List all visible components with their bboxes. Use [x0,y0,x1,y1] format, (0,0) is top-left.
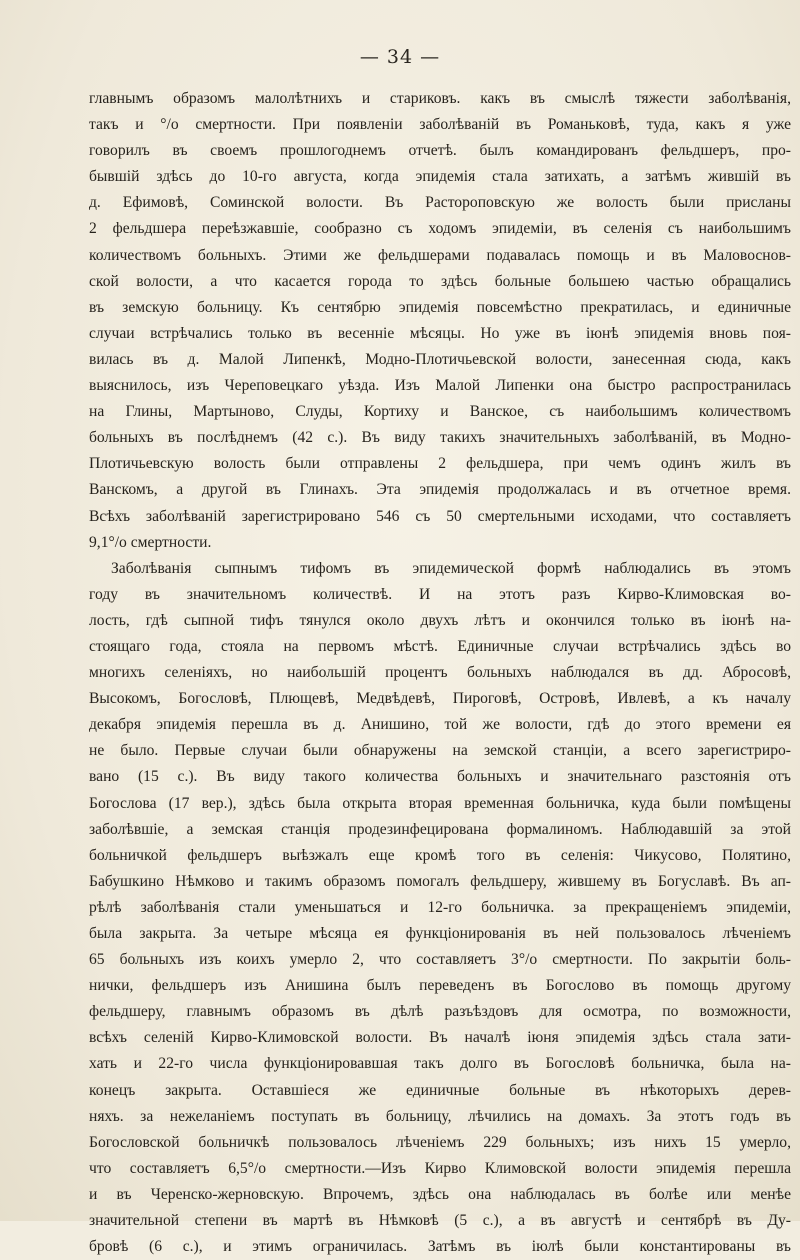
text-line: 9,1°/o смертности. [89,533,212,551]
text-line: выяснилось, изъ Череповецкаго уѣзда. Изъ Малой Липенки она быстро распространилась [89,377,791,395]
text-line: д. Ефимовѣ, Соминской волости. Въ Растороповскую же волость были присланы [89,194,791,212]
text-line: въ земскую больницу. Къ сентябрю эпидемія повсемѣстно прекратилась, и единичные [89,298,791,316]
text-line: стоящаго года, стояла на первомъ мѣстѣ. Единичные случаи встрѣчались здѣсь во [89,637,791,655]
text-line: 65 больныхъ изъ коихъ умерло 2, что составляетъ 3°/o смертности. По закрытіи боль- [89,951,791,969]
text-line: няхъ. за нежеланіемъ поступать въ больницу, лѣчились на домахъ. За этотъ годъ въ [89,1107,791,1125]
text-line: рѣлѣ заболѣванія стали уменьшаться и 12-го больничка. за прекращеніемъ эпидеміи, [89,898,791,916]
text-line: что составляетъ 6,5°/o смертности.—Изъ Кирво Климовской волости эпидемія перешла [89,1159,791,1177]
text-line: 2 фельдшера переѣзжавшіе, сообразно съ ходомъ эпидеміи, въ селенія съ наибольшимъ [89,220,791,238]
text-line: значительной степени въ мартѣ въ Нѣмковѣ (5 с.), а въ августѣ и сентябрѣ въ Ду- [89,1212,791,1230]
text-line: лость, гдѣ сыпной тифъ тянулся около двухъ лѣтъ и окончился только въ іюнѣ на- [89,611,791,629]
text-line: и въ Черенско-жерновскую. Впрочемъ, здѣсь она наблюдалась въ болѣе или менѣе [89,1185,791,1203]
body-text [89,86,791,1260]
text-line: Заболѣванія сыпнымъ тифомъ въ эпидемической формѣ наблюдались въ этомъ [111,559,791,577]
text-line: всѣхъ селеній Кирво-Климовской волости. Въ началѣ іюня эпидемія здѣсь стала зати- [89,1029,791,1047]
text-line: декабря эпидемія перешла въ д. Анишино, той же волости, гдѣ до этого времени ея [89,716,791,734]
text-line: вано (15 с.). Въ виду такого количества больныхъ и значительнаго разстоянія отъ [89,768,791,786]
text-line: Всѣхъ заболѣваній зарегистрировано 546 съ 50 смертельными исходами, что составляетъ [89,507,791,525]
text-line: больничкой фельдшеръ выѣзжалъ еще кромѣ того въ селенія: Чикусово, Полятино, [89,846,791,864]
text-line: фельдшеру, главнымъ образомъ въ дѣлѣ разъѣздовъ для осмотра, по возможности, [89,1003,791,1021]
text-line: такъ и °/o смертности. При появленіи заболѣваній въ Романьковѣ, туда, какъ я уже [89,116,791,134]
text-line: на Глины, Мартыново, Слуды, Кортиху и Ванское, съ наибольшимъ количествомъ [89,403,791,421]
text-line: больныхъ въ послѣднемъ (42 с.). Въ виду такихъ значительныхъ заболѣваній, въ Модно- [89,429,791,447]
page-number: — 34 — [359,46,441,68]
text-line: случаи встрѣчались только въ весенніе мѣсяцы. Но уже въ іюнѣ эпидемія вновь поя- [89,324,791,342]
text-line: количествомъ больныхъ. Этими же фельдшерами подавалась помощь и въ Маловоснов- [89,246,791,264]
text-line: Плотичьевскую волость были отправлены 2 фельдшера, при чемъ одинъ жилъ въ [89,455,791,473]
text-line: Бабушкино Нѣмково и такимъ образомъ помогалъ фельдшеру, жившему въ Богуславѣ. Въ ап- [89,872,791,890]
text-line: конецъ закрыта. Оставшіеся же единичные больные въ нѣкоторыхъ дерев- [89,1081,791,1099]
text-line: Высокомъ, Богословѣ, Плющевѣ, Медвѣдевѣ, Пироговѣ, Островѣ, Ивлевѣ, а къ началу [89,690,791,708]
text-line: ской волости, а что касается города то здѣсь больные большею частью обращались [89,272,791,290]
text-line: вилась въ д. Малой Липенкѣ, Модно-Плотичьевской волости, занесенная сюда, какъ [89,350,791,368]
text-line: бывшій здѣсь до 10-го августа, когда эпидемія стала затихать, а затѣмъ жившій въ [89,168,791,186]
text-line: не было. Первые случаи были обнаружены на земской станціи, а всего зарегистриро- [89,742,791,760]
text-line: многихъ селеніяхъ, но наибольшій процентъ больныхъ наблюдался въ дд. Абросовѣ, [89,664,791,682]
text-line: Ванскомъ, а другой въ Глинахъ. Эта эпидемія продолжалась и въ отчетное время. [89,481,791,499]
text-line: нички, фельдшеръ изъ Анишина былъ переведенъ въ Богослово въ помощь другому [89,977,791,995]
text-line: заболѣвшіе, а земская станція продезинфецирована формалиномъ. Наблюдавшій за этой [89,820,791,838]
text-line: была закрыта. За четыре мѣсяца ея функціонированія въ ней пользовалось лѣченіемъ [89,925,791,942]
text-line: бровѣ (6 с.), и этимъ ограничилась. Затѣмъ въ іюлѣ были константированы въ [89,1238,791,1256]
text-line: Богослова (17 вер.), здѣсь была открыта вторая временная больничка, куда были помѣщены [89,794,791,812]
text-line: Богословской больничкѣ пользовалось лѣченіемъ 229 больныхъ; изъ нихъ 15 умерло, [89,1133,791,1151]
text-line: главнымъ образомъ малолѣтнихъ и стариковъ. какъ въ смыслѣ тяжести заболѣванія, [89,90,791,107]
text-line: году въ значительномъ количествѣ. И на этотъ разъ Кирво-Климовская во- [89,585,791,603]
text-line: хать и 22-го числа функціонировавшая такъ долго въ Богословѣ больничка, была на- [89,1055,791,1073]
text-line: говорилъ въ своемъ прошлогоднемъ отчетѣ. былъ командированъ фельдшеръ, про- [89,142,791,160]
